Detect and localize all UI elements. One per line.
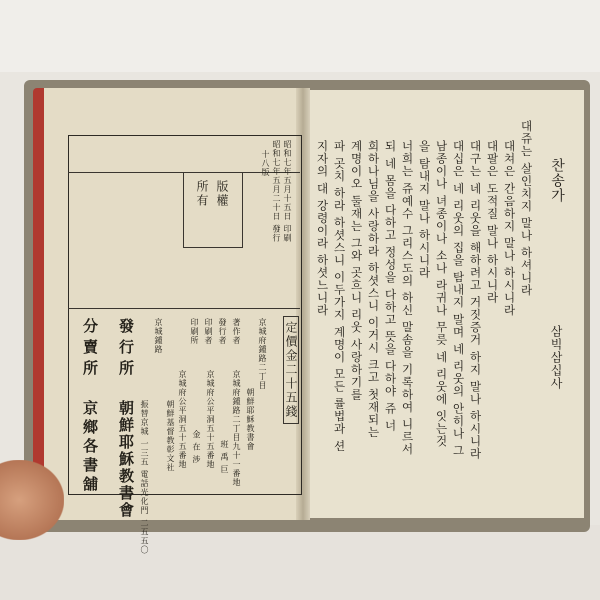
sales-office-name: 京鄉各書舖 bbox=[81, 400, 99, 495]
publisher-name: 班 禹 巨 bbox=[220, 440, 229, 475]
hymn-line: 대쳐은 간음하지 말나 하시니라 bbox=[502, 140, 517, 317]
printshop-label: 印刷所 bbox=[190, 318, 199, 345]
hymn-line: 을 탐내지 말나 하시니라 bbox=[417, 140, 432, 279]
hymn-line: 지자의 대 강령이라 하셧느니라 bbox=[315, 140, 330, 317]
hymn-line: 되 네 몸을 다하고 정성을 다하고 뜻을 다하야 쥬 너 bbox=[383, 140, 398, 432]
print-date: 昭和七年五月十五日 印刷 bbox=[283, 140, 292, 243]
price-box: 定價金二十五錢 bbox=[283, 316, 299, 424]
publish-date: 昭和七年五月二十日 發行 bbox=[272, 140, 281, 243]
publisher-address: 京城府鍾路二丁目九十一番地 bbox=[232, 370, 241, 487]
hymn-line: 계명이오 둘재는 그와 곳흐니 리웃 사랑하기를 bbox=[349, 140, 364, 401]
background-wall bbox=[0, 0, 600, 72]
hymn-line: 남종이나 녀종이나 소나 라귀나 무릇 네 리웃에 잇는것 bbox=[434, 140, 449, 448]
sales-office-label: 分賣所 bbox=[81, 318, 99, 381]
issuing-office-city: 京城鍾路 bbox=[154, 318, 163, 354]
hymn-line: 대팔은 도적질 말나 하시니라 bbox=[485, 140, 500, 304]
hymn-line: 대구는 네 리웃을 해하려고 거짓증거 하지 말나 하시니라 bbox=[468, 140, 483, 461]
hymn-line: 희하나님을 사랑하라 하셧스니 이거시 크고 첫재되는 bbox=[366, 140, 381, 439]
publisher-label: 發行者 bbox=[218, 318, 227, 345]
hymn-title: 찬송가 bbox=[549, 158, 565, 203]
author-label: 著作者 bbox=[232, 318, 241, 345]
hymn-line: 대쥬는 살인치지 말나 하셔니라 bbox=[519, 120, 534, 297]
background-table bbox=[0, 525, 600, 600]
printer-name: 金 在 涉 bbox=[192, 430, 201, 465]
issuing-office-label: 發行所 bbox=[117, 318, 135, 381]
colophon-divider bbox=[68, 308, 300, 309]
thumb bbox=[0, 460, 64, 540]
author-address: 京城府鍾路二丁目 bbox=[258, 318, 267, 390]
hymn-line: 파 곳치 하라 하셧스니 이두가지 계명이 모든 률법과 션 bbox=[332, 140, 347, 453]
stamp-text-left: 所有 bbox=[195, 180, 209, 208]
author-name: 朝鮮耶穌教書會 bbox=[246, 388, 255, 451]
printshop-name: 朝鮮基督教彰文社 bbox=[166, 400, 175, 472]
printshop-address: 京城府公平洞五十五番地 bbox=[178, 370, 187, 469]
hymn-number: 삼빅삼십사 bbox=[549, 325, 563, 390]
printer-address: 京城府公平洞五十五番地 bbox=[206, 370, 215, 469]
hymn-line: 너희는 쥬예수 그리스도의 하신 말솜을 기록하여 니르서 bbox=[400, 140, 415, 456]
hymn-line: 대십은 네 리웃의 집을 탐내지 말며 네 리웃의 안히나 그 bbox=[451, 140, 466, 457]
stamp-text-right: 版權 bbox=[215, 180, 229, 208]
edition-label: 十八版 bbox=[261, 150, 270, 177]
issuing-office-accounts: 振替京城 一三五 電話光化門 二五五〇 bbox=[140, 400, 149, 555]
issuing-office-name: 朝鮮耶穌教書會 bbox=[117, 400, 135, 519]
printer-label: 印刷者 bbox=[204, 318, 213, 345]
copyright-stamp bbox=[183, 172, 243, 248]
